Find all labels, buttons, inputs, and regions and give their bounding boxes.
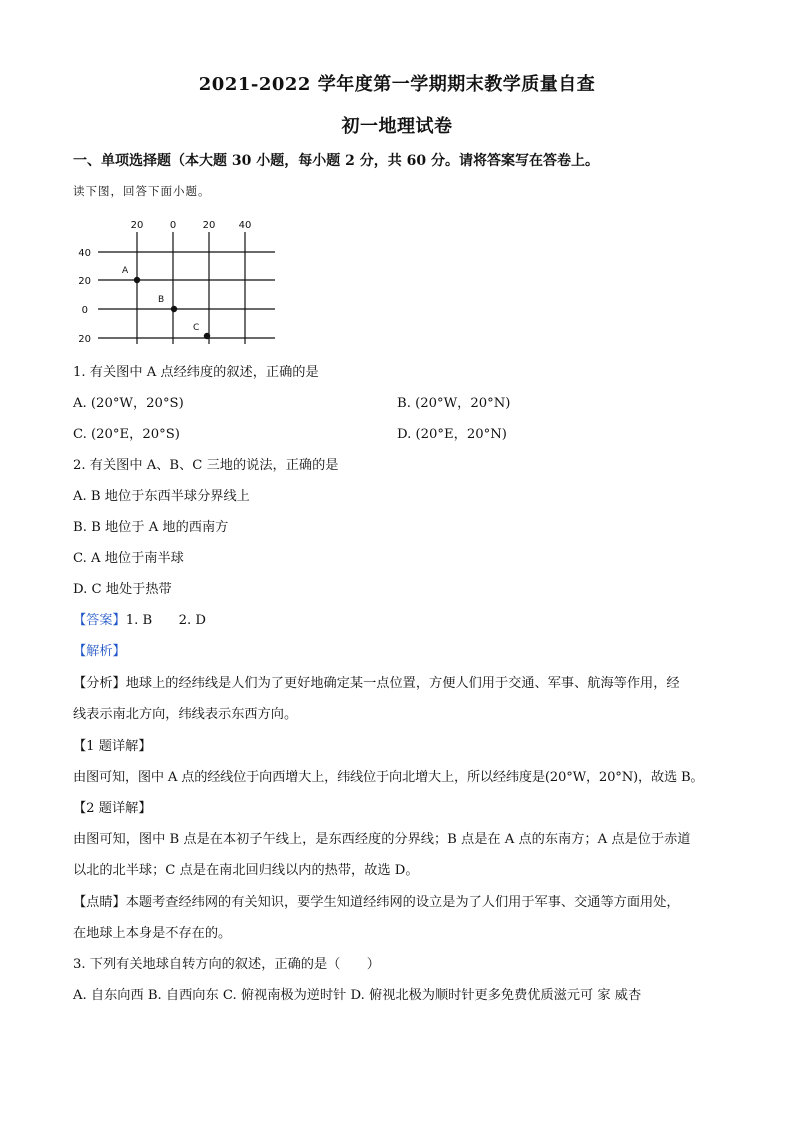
answer-tag: 【答案】 [73,613,126,628]
q1-option-a: A. (20°W，20°S) [73,396,184,411]
left-label: 20 [78,276,91,287]
fenxi-tag: 【分析】 [73,676,126,691]
section-intro: 读下图，回答下面小题。 [73,184,211,198]
detail2-line-2: 以北的北半球；C 点是在南北回归线以内的热带，故选 D。 [73,863,419,878]
point-c-dot [204,333,210,339]
left-label: 20 [78,334,91,345]
dianjing-tag: 【点睛】 [73,895,126,910]
top-label: 20 [202,220,216,231]
q1-option-c: C. (20°E，20°S) [73,427,180,442]
detail1-text: 由图可知，图中 A 点的经线位于向西增大上，纬线位于向北增大上，所以经纬度是(20°W，20°N)，故选 B。 [73,770,704,785]
left-label: 0 [81,305,88,316]
detail2-line-1: 由图可知，图中 B 点是在本初子午线上，是东西经度的分界线；B 点是在 A 点的东南方；A 点是位于赤道 [73,832,691,847]
exam-title: 2021-2022 学年度第一学期期末教学质量自查 [198,74,596,95]
left-label: 40 [78,248,91,259]
q2-option-c: C. A 地位于南半球 [73,551,184,566]
q2-option-d: D. C 地处于热带 [73,582,172,597]
section-heading: 一、单项选择题（本大题 30 小题，每小题 2 分，共 60 分。请将答案写在答卷上。 [73,153,599,169]
dianjing-line-2: 在地球上本身是不存在的。 [73,926,232,941]
answer-text: 1. B 2. D [125,613,206,628]
q1-stem: 1. 有关图中 A 点经纬度的叙述，正确的是 [73,365,319,380]
q1-option-b: B. (20°W，20°N) [397,396,511,411]
top-label: 20 [130,220,144,231]
point-c-label: C [193,323,200,333]
point-a-dot [134,277,140,283]
detail2-tag: 【2 题详解】 [73,801,152,816]
detail1-tag: 【1 题详解】 [73,739,152,754]
q3-stem: 3. 下列有关地球自转方向的叙述，正确的是（ ） [73,957,380,972]
point-b-label: B [158,295,165,305]
answer-line [73,609,206,628]
q2-option-b: B. B 地位于 A 地的西南方 [73,520,229,535]
dianjing-text-1: 本题考查经纬网的有关知识，要学生知道经纬网的设立是为了人们用于军事、交通等方面用处， [125,895,680,910]
point-a-label: A [122,266,129,276]
fenxi-line-2: 线表示南北方向，纬线表示东西方向。 [73,707,298,722]
q2-stem: 2. 有关图中 A、B、C 三地的说法，正确的是 [73,458,339,473]
fenxi-line-1 [73,672,680,691]
graticule-figure [70,212,290,352]
fenxi-text-1: 地球上的经纬线是人们为了更好地确定某一点位置，方便人们用于交通、军事、航海等作用，经 [125,676,680,691]
q1-option-d: D. (20°E，20°N) [397,427,507,442]
point-b-dot [171,306,177,312]
q2-option-a: A. B 地位于东西半球分界线上 [73,489,250,504]
top-label: 40 [238,220,252,231]
dianjing-line-1 [73,891,680,910]
exam-subtitle: 初一地理试卷 [341,116,453,137]
analysis-tag: 【解析】 [73,644,126,659]
q3-options: A. 自东向西 B. 自西向东 C. 俯视南极为逆时针 D. 俯视北极为顺时针更多免费优质滋元可 家 威杏 [73,988,642,1003]
top-label: 0 [169,220,177,231]
